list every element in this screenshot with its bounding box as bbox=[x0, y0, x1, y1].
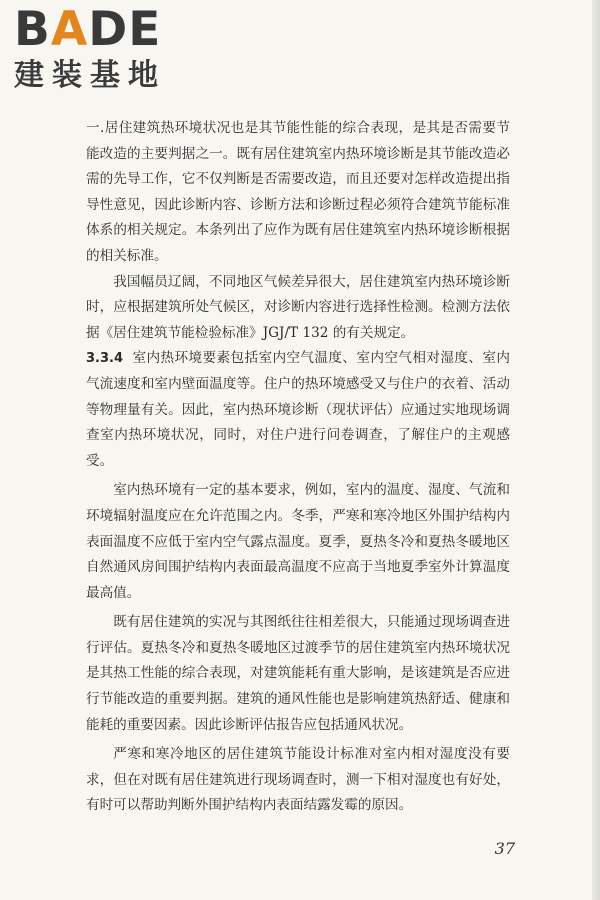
paragraph-2: 我国幅员辽阔，不同地区气候差异很大，居住建筑室内热环境诊断时，应根据建筑所处气候区，对诊断内容进行选择性检测。检测方法依据《居住建筑节能检验标准》JGJ/T 132 的有关规定。 bbox=[86, 273, 510, 341]
paragraph-3 bbox=[86, 346, 510, 474]
paragraph-6: 严寒和寒冷地区的居住建筑节能设计标准对室内相对湿度没有要求，但在对既有居住建筑进行现场调查时，测一下相对湿度也有好处，有时可以帮助判断外围护结构内表面结露发霉的原因。 bbox=[86, 746, 510, 814]
section-number: 3.3.4 bbox=[86, 351, 124, 367]
paragraph-5: 既有居住建筑的实况与其图纸往往相差很大，只能通过现场调查进行评估。夏热冬冷和夏热冬暖地区过渡季节的居住建筑室内热环境状况是其热工性能的综合表现，对建筑能耗有重大影响，是该建筑是否应进行节能改造的重要判据。建筑的通风性能也是影响建筑热舒适、健康和能耗的重要因素。因此诊断评估报告应包括通风状况。 bbox=[86, 614, 510, 733]
paragraph-3-text: 室内热环境要素包括室内空气温度、室内空气相对湿度、室内气流速度和室内壁面温度等。住户的热环境感受又与住户的衣着、活动等物理量有关。因此，室内热环境诊断（现状评估）应通过实地现场调查室内热环境状况，同时，对住户进行问卷调查，了解住户的主观感受。 bbox=[86, 350, 510, 469]
paragraph-4: 室内热环境有一定的基本要求，例如，室内的温度、湿度、气流和环境辐射温度应在允许范围之内。冬季，严寒和寒冷地区外围护结构内表面温度不应低于室内空气露点温度。夏季，夏热冬冷和夏热冬暖地区自然通风房间围护结构内表面最高温度不应高于当地夏季室外计算温度最高值。 bbox=[86, 482, 510, 601]
bade-logo bbox=[14, 2, 179, 98]
paragraph-1: 一.居住建筑热环境状况也是其节能性能的综合表现，是其是否需要节能改造的主要判据之一。既有居住建筑室内热环境诊断是其节能改造必需的先导工作，它不仅判断是否需要改造，而且还要对怎样改造提出指导性意见，因此诊断内容、诊断方法和诊断过程必须符合建筑节能标准体系的相关规定。本条列出了应作为既有居住建筑室内热环境诊断根据的相关标准。 bbox=[86, 120, 510, 264]
page-number: 37 bbox=[494, 839, 515, 858]
logo-wordmark: BADE bbox=[14, 2, 162, 57]
page-edge-shadow bbox=[592, 0, 600, 900]
logo-subtitle: 建装基地 bbox=[14, 58, 166, 93]
page-body bbox=[86, 116, 510, 819]
